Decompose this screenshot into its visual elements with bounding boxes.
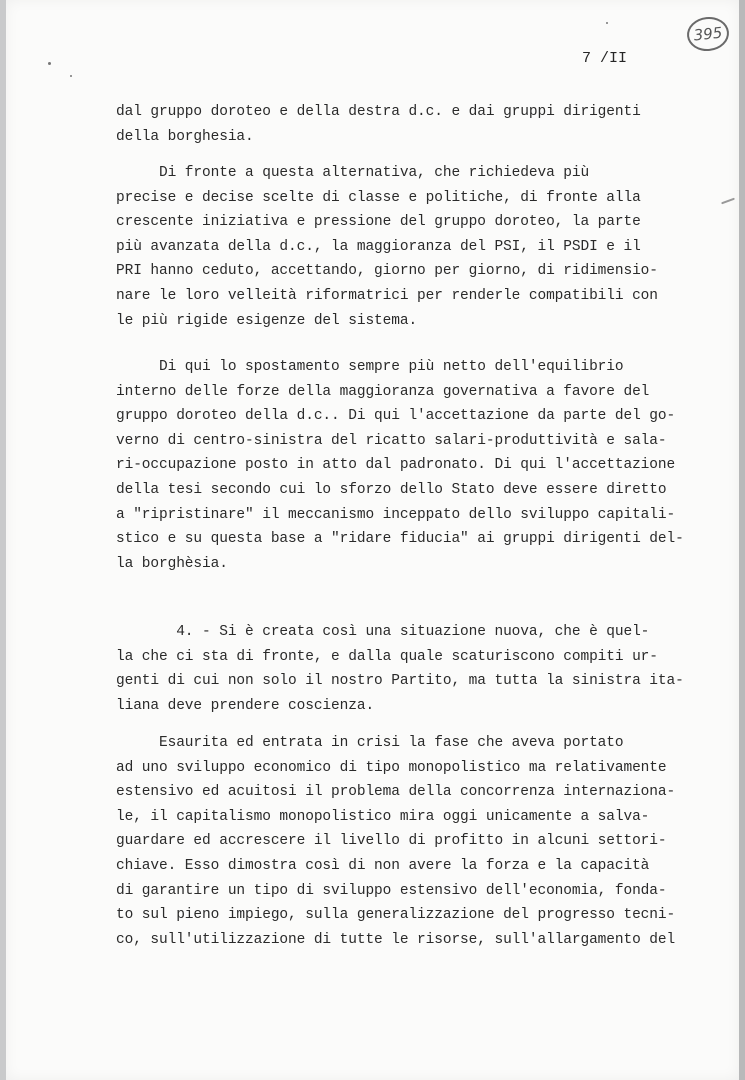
text-line: più avanzata della d.c., la maggioranza del PSI, il PSDI e il (116, 238, 641, 255)
paragraph-1 (116, 100, 696, 149)
text-line: verno di centro-sinistra del ricatto salari-produttività e sala- (116, 432, 667, 449)
text-line: le, il capitalismo monopolistico mira oggi unicamente a salva- (116, 808, 650, 825)
text-line: 4. - Si è creata così una situazione nuova, che è quel- (116, 624, 650, 640)
paragraph-2 (116, 161, 696, 333)
paper-speck (70, 75, 72, 77)
text-line: genti di cui non solo il nostro Partito, ma tutta la sinistra ita- (116, 673, 684, 690)
page-number: 7 /II (582, 50, 628, 67)
text-line: Esaurita ed entrata in crisi la fase che aveva portato (116, 735, 624, 751)
paragraph-4 (116, 620, 696, 718)
text-line: PRI hanno ceduto, accettando, giorno per giorno, di ridimensio- (116, 263, 658, 280)
text-line: chiave. Esso dimostra così di non avere la forza e la capacità (116, 857, 650, 874)
text-line: ri-occupazione posto in atto dal padronato. Di qui l'accettazione (116, 457, 676, 474)
text-line: estensivo ed acuitosi il problema della concorrenza internaziona- (116, 784, 676, 801)
text-line: gruppo doroteo della d.c.. Di qui l'accettazione da parte del go- (116, 408, 676, 425)
paragraph-5 (116, 731, 696, 952)
text-line: co, sull'utilizzazione di tutte le risorse, sull'allargamento del (116, 931, 676, 948)
text-line: della tesi secondo cui lo sforzo dello Stato deve essere diretto (116, 481, 667, 498)
text-line: dal gruppo doroteo e della destra d.c. e dai gruppi dirigenti (116, 104, 641, 120)
text-line: Di fronte a questa alternativa, che richiedeva più (116, 165, 590, 181)
paragraph-3 (116, 355, 696, 576)
text-line: di garantire un tipo di sviluppo estensivo dell'economia, fonda- (116, 882, 667, 899)
paper-speck (721, 198, 735, 205)
text-line: ad uno sviluppo economico di tipo monopolistico ma relativamente (116, 759, 667, 776)
text-line: guardare ed accrescere il livello di profitto in alcuni settori- (116, 833, 667, 850)
paper-speck (48, 62, 51, 65)
text-line: stico e su questa base a "ridare fiducia" ai gruppi dirigenti del- (116, 531, 684, 548)
text-line: la borghèsia. (116, 555, 228, 572)
text-line: della borghesia. (116, 128, 254, 145)
text-line: Di qui lo spostamento sempre più netto dell'equilibrio (116, 359, 624, 375)
text-line: a "ripristinare" il meccanismo inceppato dello sviluppo capitali- (116, 506, 676, 523)
text-line: nare le loro velleità riformatrici per renderle compatibili con (116, 287, 658, 304)
text-line: precise e decise scelte di classe e politiche, di fronte alla (116, 189, 641, 206)
document-page (6, 0, 739, 1080)
paper-speck (606, 22, 608, 24)
text-line: le più rigide esigenze del sistema. (116, 312, 418, 329)
text-line: liana deve prendere coscienza. (116, 697, 375, 714)
text-line: crescente iniziativa e pressione del gruppo doroteo, la parte (116, 214, 641, 231)
text-line: la che ci sta di fronte, e dalla quale scaturiscono compiti ur- (116, 648, 658, 665)
scan-edge (739, 0, 745, 1080)
text-line: interno delle forze della maggioranza governativa a favore del (116, 383, 650, 400)
text-line: to sul pieno impiego, sulla generalizzazione del progresso tecni- (116, 907, 676, 924)
archive-stamp: 395 (685, 15, 730, 53)
